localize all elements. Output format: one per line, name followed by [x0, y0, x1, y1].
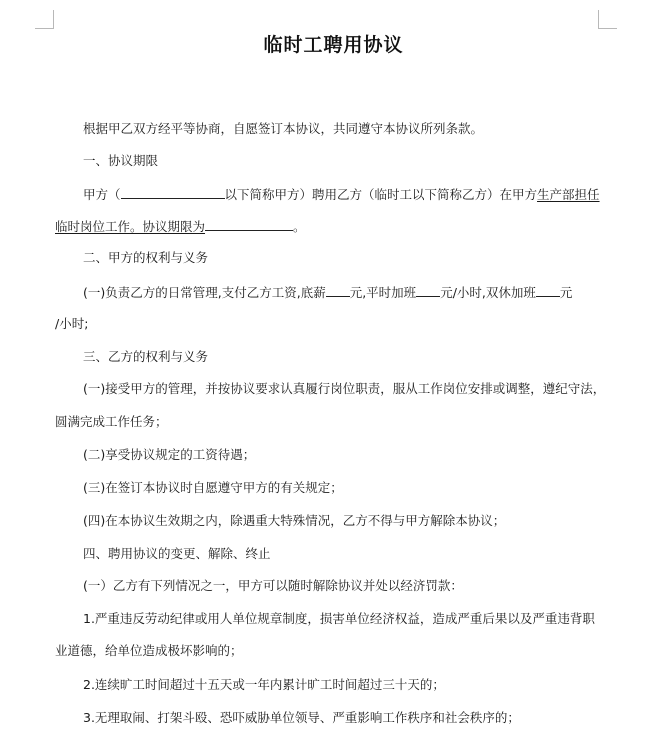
- intro-paragraph: [55, 121, 643, 137]
- text-span: (一)接受甲方的管理，并按协议要求认真履行岗位职责，服从工作岗位安排或调整，遵纪守法，: [83, 381, 606, 396]
- underlined-text: 临时岗位工作。协议期限为: [55, 219, 206, 234]
- crop-mark: [35, 28, 54, 29]
- text-span: (一)负责乙方的日常管理,支付乙方工资,底薪: [83, 285, 326, 300]
- section-heading-text: 四、聘用协议的变更、解除、终止: [83, 546, 271, 561]
- list-item: [55, 611, 643, 627]
- text-span: (三)在签订本协议时自愿遵守甲方的有关规定；: [83, 480, 343, 495]
- text-span: 3.无理取闹、打架斗殴、恐吓威胁单位领导、严重影响工作秩序和社会秩序的；: [83, 710, 520, 725]
- fill-in-blank[interactable]: [536, 283, 560, 297]
- section-heading-text: 二、甲方的权利与义务: [83, 250, 209, 265]
- underlined-text: 生产部担任: [537, 187, 600, 202]
- paragraph-line: [55, 283, 643, 301]
- text-span: (二)享受协议规定的工资待遇；: [83, 447, 256, 462]
- text-span: 甲方（: [83, 187, 121, 202]
- text-span: /小时;: [55, 316, 89, 331]
- section-heading-text: 一、协议期限: [83, 153, 159, 168]
- text-span: (四)在本协议生效期之内，除遇重大特殊情况，乙方不得与甲方解除本协议；: [83, 513, 506, 528]
- section-heading: [55, 250, 643, 266]
- text-span: 。: [293, 219, 306, 234]
- paragraph-line: [55, 185, 643, 203]
- text-span: 业道德，给单位造成极坏影响的；: [55, 643, 243, 658]
- intro-text: 根据甲乙双方经平等协商，自愿签订本协议，共同遵守本协议所列条款。: [83, 121, 484, 136]
- paragraph-line: [55, 381, 643, 397]
- fill-in-blank[interactable]: [416, 283, 440, 297]
- text-span: 2.连续旷工时间超过十五天或一年内累计旷工时间超过三十天的；: [83, 677, 445, 692]
- text-span: (一）乙方有下列情况之一，甲方可以随时解除协议并处以经济罚款：: [83, 578, 463, 593]
- paragraph-line: [55, 643, 615, 659]
- text-span: 圆满完成工作任务；: [55, 414, 168, 429]
- list-item: [55, 513, 643, 529]
- fill-in-blank[interactable]: [205, 217, 293, 231]
- section-heading-text: 三、乙方的权利与义务: [83, 349, 209, 364]
- list-item: [55, 677, 643, 693]
- document-title: 临时工聘用协议: [263, 34, 404, 56]
- section-heading: [55, 349, 643, 365]
- text-span: 1.严重违反劳动纪律或用人单位规章制度，损害单位经济权益，造成严重后果以及严重违背职: [83, 611, 595, 626]
- list-item: [55, 480, 643, 496]
- list-item: [55, 447, 643, 463]
- section-heading: [55, 546, 643, 562]
- paragraph-line: [55, 414, 615, 430]
- paragraph-line: [55, 217, 615, 235]
- text-span: 元,平时加班: [349, 285, 417, 300]
- crop-mark: [598, 10, 599, 28]
- text-span: 元: [559, 285, 573, 300]
- crop-mark: [598, 28, 617, 29]
- list-item: [55, 710, 643, 726]
- text-span: 元/小时,双休加班: [440, 285, 536, 300]
- paragraph-line: [55, 316, 615, 332]
- fill-in-blank[interactable]: [326, 283, 350, 297]
- section-heading: [55, 153, 643, 169]
- list-item: [55, 578, 643, 594]
- text-span: 以下简称甲方）聘用乙方（临时工以下简称乙方）在甲方: [224, 187, 538, 202]
- crop-mark: [53, 10, 54, 28]
- fill-in-blank[interactable]: [121, 185, 225, 199]
